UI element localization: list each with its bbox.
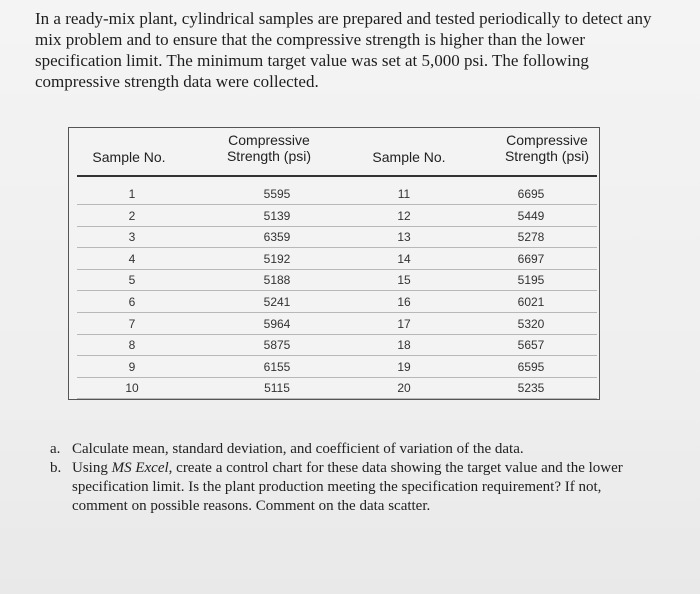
table-row xyxy=(77,269,597,291)
strength-cell: 5875 xyxy=(263,338,291,353)
strength-cell: 6595 xyxy=(517,359,545,374)
strength-cell: 6695 xyxy=(517,187,545,201)
sample-no-cell: 11 xyxy=(397,187,411,201)
sample-no-cell: 6 xyxy=(128,295,136,309)
sample-no-cell: 14 xyxy=(397,251,411,266)
header-strength-2-line2: Strength (psi) xyxy=(504,148,590,164)
header-strength-1-line1: Compressive xyxy=(228,132,310,148)
sample-no-cell: 7 xyxy=(128,316,136,331)
sample-no-cell: 9 xyxy=(128,359,136,374)
table-row xyxy=(77,356,597,378)
header-rule xyxy=(77,175,597,177)
table-row xyxy=(77,291,597,313)
question-b-post: , create a control chart for these data showing the target value and the lower specification limit. Is the plant production meeting the specification requirement? If not, comment on possible reasons. Comment on the data scatter. xyxy=(72,460,623,514)
header-strength-2-line1: Compressive xyxy=(506,132,588,148)
problem-statement: In a ready-mix plant, cylindrical samples are prepared and tested periodically to detect any mix problem and to ensure that the compressive strength is higher than the lower specification limit. The minimum target value was set at 5,000 psi. The following compressive strength data were collected. xyxy=(35,9,652,91)
strength-cell: 6697 xyxy=(517,251,545,266)
question-b-pre: Using xyxy=(72,460,112,476)
question-b xyxy=(50,459,650,516)
strength-cell: 5964 xyxy=(263,316,291,331)
sample-no-cell: 4 xyxy=(128,251,136,266)
header-sample-no-2: Sample No. xyxy=(372,149,446,165)
sample-no-cell: 20 xyxy=(397,381,411,396)
table-row xyxy=(77,183,597,205)
strength-cell: 6021 xyxy=(517,295,545,309)
table-row xyxy=(77,313,597,335)
header-strength-1 xyxy=(209,132,329,164)
header-strength-1-line2: Strength (psi) xyxy=(226,148,312,164)
sample-no-cell: 10 xyxy=(125,381,139,396)
sample-no-cell: 13 xyxy=(397,230,411,245)
strength-cell: 5139 xyxy=(263,208,291,223)
sample-no-cell: 12 xyxy=(397,208,411,223)
sample-no-cell: 3 xyxy=(128,230,136,245)
question-a xyxy=(50,440,650,459)
strength-data-table xyxy=(68,127,600,400)
sample-no-cell: 19 xyxy=(397,359,411,374)
sample-no-cell: 8 xyxy=(128,338,136,353)
header-strength-2 xyxy=(487,132,607,164)
question-b-marker: b. xyxy=(50,460,62,476)
table-row xyxy=(77,248,597,270)
question-a-marker: a. xyxy=(50,441,61,457)
table-row xyxy=(77,226,597,248)
strength-cell: 5188 xyxy=(263,273,291,288)
sample-no-cell: 2 xyxy=(128,208,136,223)
question-list xyxy=(50,440,650,516)
strength-cell: 6359 xyxy=(263,230,291,245)
strength-cell: 5449 xyxy=(517,208,545,223)
sample-no-cell: 5 xyxy=(128,273,136,288)
strength-cell: 5192 xyxy=(263,251,291,266)
sample-no-cell: 17 xyxy=(397,316,411,331)
strength-cell: 6155 xyxy=(263,359,291,374)
sample-no-cell: 15 xyxy=(397,273,411,288)
strength-cell: 5195 xyxy=(517,273,545,288)
question-a-text: Calculate mean, standard deviation, and coefficient of variation of the data. xyxy=(72,441,524,457)
strength-cell: 5595 xyxy=(263,187,291,201)
table-row xyxy=(77,377,597,399)
sample-no-cell: 1 xyxy=(128,187,136,201)
strength-cell: 5278 xyxy=(517,230,545,245)
table-row xyxy=(77,334,597,356)
strength-cell: 5657 xyxy=(517,338,545,353)
strength-cell: 5115 xyxy=(264,381,290,396)
header-sample-no-1: Sample No. xyxy=(92,149,166,165)
strength-cell: 5320 xyxy=(517,316,545,331)
sample-no-cell: 18 xyxy=(397,338,411,353)
question-b-software: MS Excel xyxy=(111,460,169,476)
strength-cell: 5241 xyxy=(263,295,291,309)
table-row xyxy=(77,205,597,227)
sample-no-cell: 16 xyxy=(397,295,411,309)
strength-cell: 5235 xyxy=(517,381,545,396)
